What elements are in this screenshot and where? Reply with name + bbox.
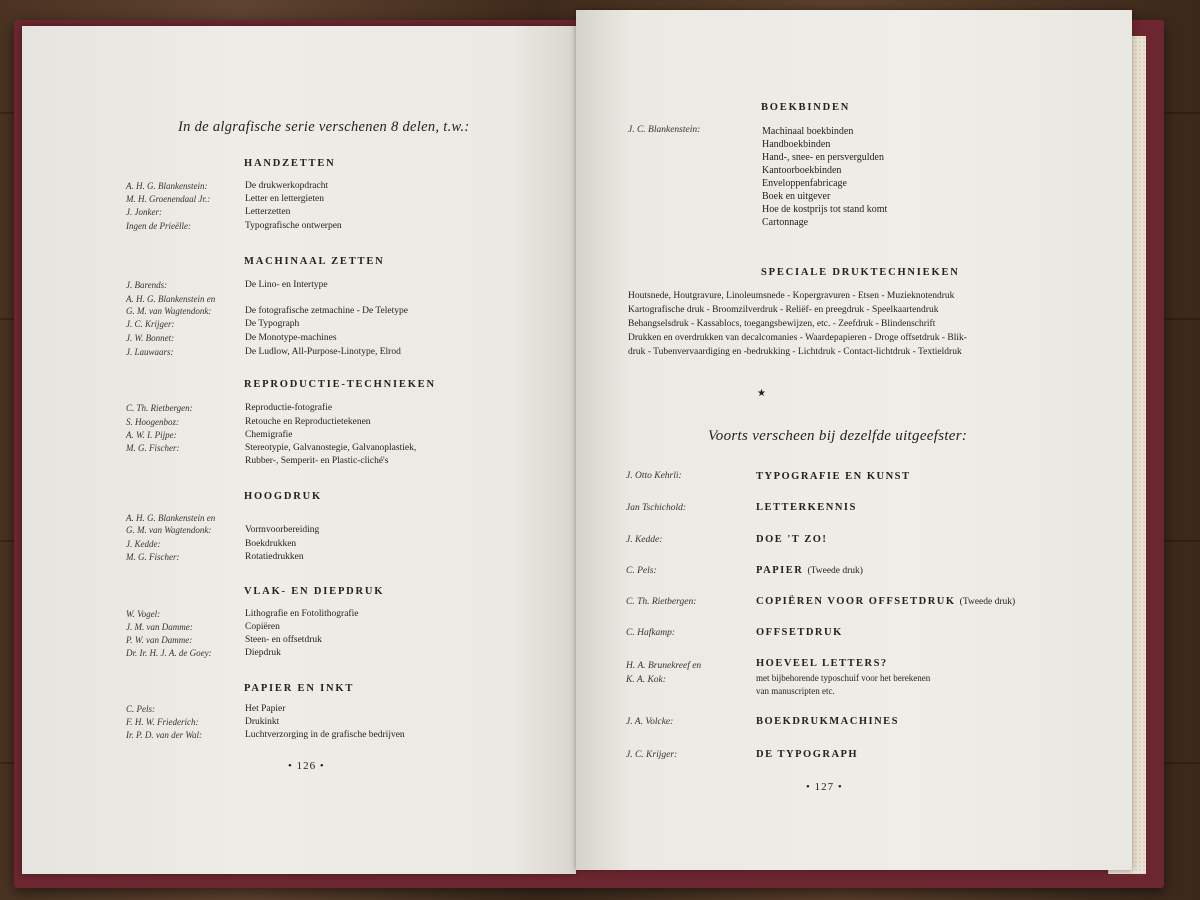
author: G. M. van Wagtendonk:: [126, 525, 212, 535]
book-title: Enveloppenfabricage: [762, 178, 847, 189]
author: J. W. Bonnet:: [126, 333, 175, 343]
author: J. M. van Damme:: [126, 622, 193, 632]
book-title: Rotatiedrukken: [245, 552, 304, 562]
author: C. Th. Rietbergen:: [626, 597, 697, 607]
book-title: Typografische ontwerpen: [245, 221, 342, 231]
book-title: De drukwerkopdracht: [245, 181, 329, 191]
book-title: De Ludlow, All-Purpose-Linotype, Elrod: [245, 347, 401, 357]
book-title: De Typograph: [245, 319, 300, 329]
author: J. C. Krijger:: [126, 319, 175, 329]
author: J. A. Volcke:: [626, 717, 674, 727]
author: K. A. Kok:: [626, 675, 666, 685]
book-title: Copiëren: [245, 622, 280, 632]
edition-note: (Tweede druk): [807, 566, 863, 576]
section-heading-boekbinden: BOEKBINDEN: [761, 102, 851, 113]
book-title: Boek en uitgever: [762, 191, 831, 202]
book-title: Steen- en offsetdruk: [245, 635, 322, 645]
paragraph-line: Behangselsdruk - Kassablocs, toegangsbewijzen, etc. - Zeefdruk - Blindenschrift: [628, 319, 936, 329]
author: J. Lauwaars:: [126, 347, 174, 357]
author: P. W. van Damme:: [126, 635, 193, 645]
book-title: Diepdruk: [245, 648, 281, 658]
section-heading-handzetten: HANDZETTEN: [244, 158, 336, 169]
book-title: Chemigrafie: [245, 430, 293, 440]
book-title: Drukinkt: [245, 717, 280, 727]
author: C. Pels:: [626, 566, 657, 576]
author: M. H. Groenendaal Jr.:: [126, 194, 211, 204]
section-heading-machinaal-zetten: MACHINAAL ZETTEN: [244, 256, 385, 267]
section-heading-papier-en-inkt: PAPIER EN INKT: [244, 683, 355, 694]
book-title: Letter en lettergieten: [245, 194, 324, 204]
book-title: Het Papier: [245, 704, 286, 714]
publication-title: DE TYPOGRAPH: [756, 749, 859, 760]
author: G. M. van Wagtendonk:: [126, 306, 212, 316]
book-title: De Monotype-machines: [245, 333, 337, 343]
author: J. Otto Kehrli:: [626, 471, 682, 481]
publication-title: OFFSETDRUK: [756, 627, 843, 638]
left-page: [22, 26, 576, 874]
author: A. W. I. Pijpe:: [126, 430, 177, 440]
author: M. G. Fischer:: [126, 552, 180, 562]
right-intro: Voorts verscheen bij dezelfde uitgeefster:: [708, 428, 968, 444]
book-page-edge-decorative: [1130, 36, 1146, 874]
book-title: Retouche en Reproductietekenen: [245, 417, 371, 427]
author: M. G. Fischer:: [126, 443, 180, 453]
author: Dr. Ir. H. J. A. de Goey:: [126, 648, 212, 658]
author: J. Jonker:: [126, 207, 162, 217]
publication-title: [756, 596, 1015, 607]
publication-subtitle: [756, 672, 930, 697]
author: Ingen de Prieëlle:: [126, 221, 191, 231]
publication-title: HOEVEEL LETTERS?: [756, 658, 888, 669]
book-title: Stereotypie, Galvanostegie, Galvanoplastiek,: [245, 443, 417, 453]
publication-title-text: PAPIER: [756, 565, 804, 576]
author: J. Kedde:: [626, 535, 663, 545]
author: C. Hafkamp:: [626, 628, 676, 638]
book-title: Hoe de kostprijs tot stand komt: [762, 204, 888, 215]
section-heading-reproductie-technieken: REPRODUCTIE-TECHNIEKEN: [244, 379, 436, 390]
author: W. Vogel:: [126, 609, 161, 619]
book-title: Lithografie en Fotolithografie: [245, 609, 359, 619]
subtitle-line: met bijbehorende typoschuif voor het berekenen: [756, 673, 931, 683]
book-title: Hand-, snee- en persvergulden: [762, 152, 884, 163]
author: Jan Tschichold:: [626, 503, 687, 513]
book-title: Rubber-, Semperit- en Plastic-cliché's: [245, 456, 389, 466]
star-ornament-icon: ★: [757, 388, 766, 399]
author: Ir. P. D. van der Wal:: [126, 730, 202, 740]
publication-title: BOEKDRUKMACHINES: [756, 716, 900, 727]
author: J. Barends:: [126, 280, 168, 290]
page-number-right: • 127 •: [806, 781, 843, 793]
paragraph-line: Drukken en overdrukken van decalcomanies - Waardepapieren - Droge offsetdruk - Blik-: [628, 333, 967, 343]
paragraph-line: Kartografische druk - Broomzilverdruk - Reliëf- en preegdruk - Speelkaartendruk: [628, 305, 939, 315]
author: S. Hoogenboz:: [126, 417, 179, 427]
left-intro: In de algrafische serie verschenen 8 delen, t.w.:: [178, 119, 470, 135]
book-title: Kantoorboekbinden: [762, 165, 842, 176]
right-page: [576, 10, 1132, 870]
book-title: Cartonnage: [762, 217, 809, 228]
book-title: Reproductie-fotografie: [245, 403, 333, 413]
author: J. C. Blankenstein:: [628, 125, 701, 135]
publication-title: TYPOGRAFIE EN KUNST: [756, 471, 911, 482]
book-title: Boekdrukken: [245, 539, 297, 549]
book-title: De Lino- en Intertype: [245, 280, 328, 290]
book-title: Machinaal boekbinden: [762, 126, 854, 137]
section-heading-vlak-en-diepdruk: VLAK- EN DIEPDRUK: [244, 586, 385, 597]
section-heading-hoogdruk: HOOGDRUK: [244, 491, 322, 502]
author: A. H. G. Blankenstein en: [126, 513, 216, 523]
book-title: Letterzetten: [245, 207, 291, 217]
paragraph-line: druk - Tubenvervaardiging en -bedrukking - Lichtdruk - Contact-lichtdruk - Textieldruk: [628, 347, 962, 357]
publication-title: DOE 'T ZO!: [756, 534, 828, 545]
author: J. C. Krijger:: [626, 750, 678, 760]
subtitle-line: van manuscripten etc.: [756, 685, 835, 696]
edition-note: (Tweede druk): [959, 597, 1016, 607]
author: H. A. Brunekreef en: [626, 661, 702, 671]
author: J. Kedde:: [126, 539, 161, 549]
page-number-left: • 126 •: [288, 760, 325, 772]
book-title: Luchtverzorging in de grafische bedrijven: [245, 730, 405, 740]
author: F. H. W. Friederich:: [126, 717, 199, 727]
book-title: Vormvoorbereiding: [245, 525, 320, 535]
publication-title: [756, 565, 863, 576]
section-heading-speciale-druktechnieken: SPECIALE DRUKTECHNIEKEN: [761, 267, 960, 278]
paragraph-line: Houtsnede, Houtgravure, Linoleumsnede - Kopergravuren - Etsen - Muzieknotendruk: [628, 291, 955, 301]
author: A. H. G. Blankenstein:: [126, 181, 208, 191]
author: C. Th. Rietbergen:: [126, 403, 193, 413]
publication-title: LETTERKENNIS: [756, 502, 857, 513]
publication-title-text: COPIËREN VOOR OFFSETDRUK: [756, 596, 956, 607]
author: C. Pels:: [126, 704, 155, 714]
book-title: De fotografische zetmachine - De Teletype: [245, 306, 408, 316]
author: A. H. G. Blankenstein en: [126, 294, 216, 304]
book-title: Handboekbinden: [762, 139, 831, 150]
